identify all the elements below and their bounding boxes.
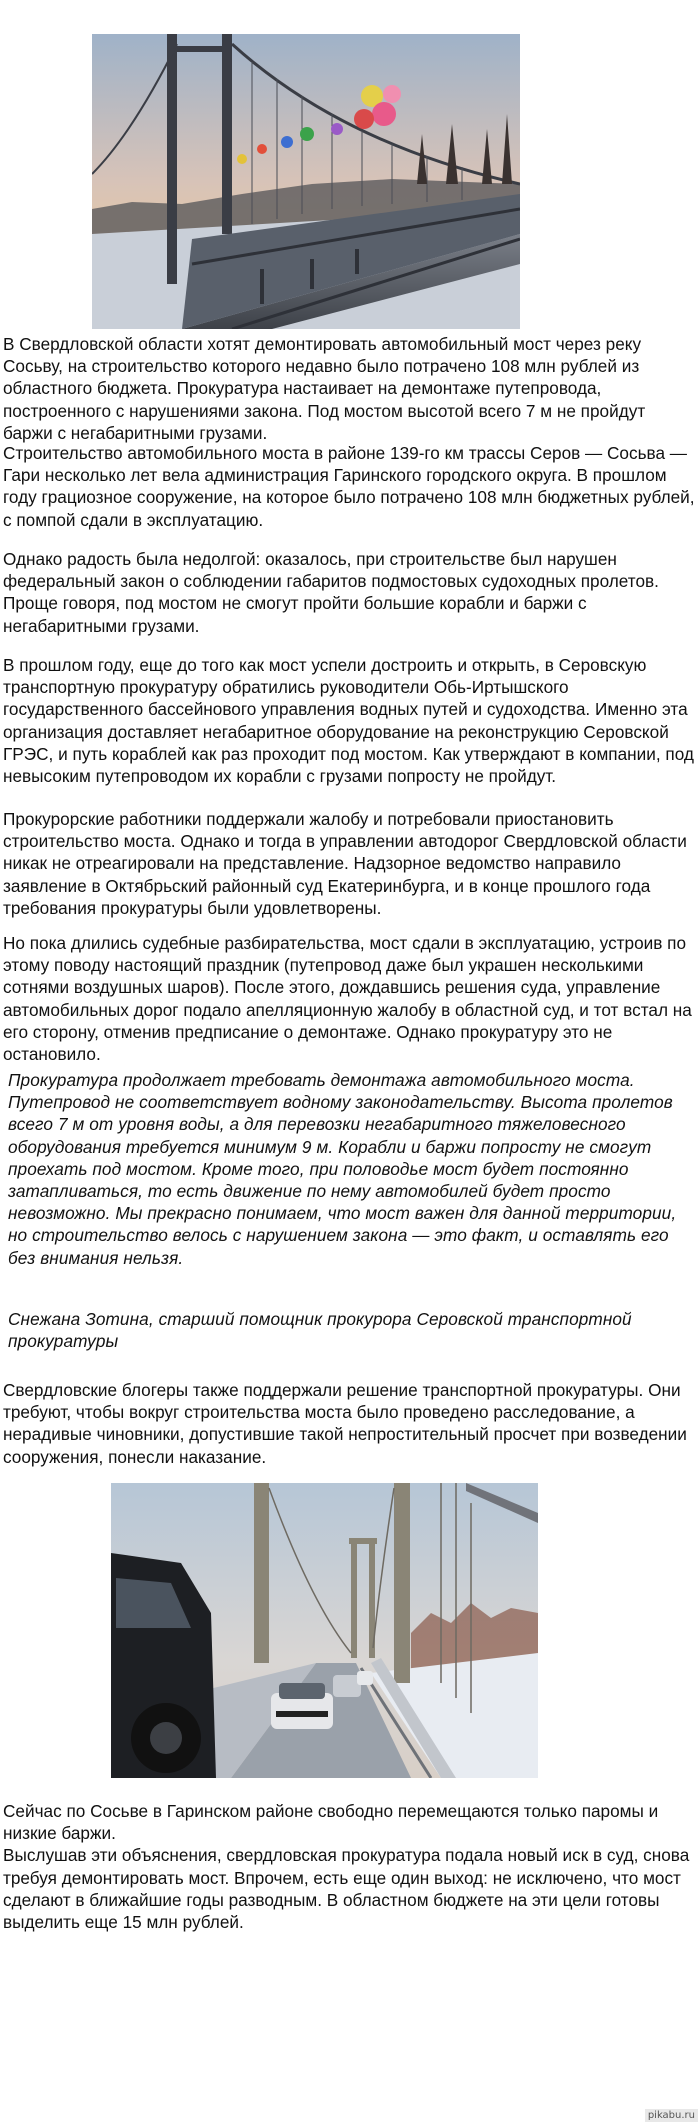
construction-paragraph: Строительство автомобильного моста в районе 139-го км трассы Серов — Сосьва — Гари несколько лет вела администрация Гаринского городского округа. В прошлом году грациозное сооружение, на которое было потрачено 108 млн бюджетных рублей, с помпой сдали в эксплуатацию. [3, 443, 695, 530]
closing-paragraph: Сейчас по Сосьве в Гаринском районе свободно перемещаются только паромы и низкие баржи. Выслушав эти объяснения, свердловская прокуратура подала новый иск в суд, снова требуя демонтировать мост. Впрочем, есть еще один выход: не исключено, что мост сделают в ближайшие годы разводным. В областном бюджете на эти цели готовы выделить еще 15 млн рублей. [3, 1801, 690, 1933]
intro-paragraph: В Свердловской области хотят демонтировать автомобильный мост через реку Сосьву, на строительство которого недавно было потрачено 108 млн рублей из областного бюджета. Прокуратура настаивает на демонтаже путепровода, построенного с нарушениями закона. Под мостом высотой всего 7 м не пройдут баржи с негабаритными грузами. [3, 334, 646, 443]
prosecutors-paragraph: Прокурорские работники поддержали жалобу и потребовали приостановить строительство моста. Однако и тогда в управлении автодорог Свердловской области никак не отреагировали на представление. Надзорное ведомство направило заявление в Октябрьский районный суд Екатеринбурга, и в конце прошлого года требования прокуратуры были удовлетворены. [3, 809, 687, 918]
violation-paragraph: Однако радость была недолгой: оказалось, при строительстве был нарушен федеральный закон о соблюдении габаритов подмостовых судоходных пролетов. Проще говоря, под мостом не смогут пройти большие корабли и баржи с негабаритными грузами. [3, 549, 659, 636]
prosecutor-quote: Прокуратура продолжает требовать демонтажа автомобильного моста. Путепровод не соответствует водному законодательству. Высота пролетов всего 7 м от уровня воды, а для перевозки негабаритного тяжеловесного оборудования требуется минимум 9 м. Корабли и баржи попросту не смогут проехать под мостом. Кроме того, при половодье мост будет постоянно затапливаться, то есть движение по нему автомобилей будет просто невозможно. Мы прекрасно понимаем, что мост важен для данной территории, но строительство велось с нарушением закона — это факт, и оставлять его без внимания нельзя. [8, 1070, 677, 1268]
watermark-label: pikabu.ru [645, 2109, 698, 2122]
bridge-balloons-photo [92, 34, 520, 329]
bridge-cars-photo [111, 1483, 538, 1778]
complaint-paragraph: В прошлом году, еще до того как мост успели достроить и открыть, в Серовскую транспортную прокуратуру обратились руководители Обь-Иртышского государственного бассейнового управления водных путей и судоходства. Именно эта организация доставляет негабаритное оборудование на реконструкцию Серовской ГРЭС, и путь кораблей как раз проходит под мостом. Как утверждают в компании, под невысоким путепроводом их корабли с грузами попросту не пройдут. [3, 655, 694, 787]
court-paragraph: Но пока длились судебные разбирательства, мост сдали в эксплуатацию, устроив по этому поводу настоящий праздник (путепровод даже был украшен несколькими сотнями воздушных шаров). После этого, дождавшись решения суда, управление автомобильных дорог подало апелляционную жалобу в областной суд, и тот встал на его сторону, отменив предписание о демонтаже. Однако прокуратуру это не остановило. [3, 933, 692, 1065]
bloggers-paragraph: Свердловские блогеры также поддержали решение транспортной прокуратуры. Они требуют, чтобы вокруг строительства моста было проведено расследование, а нерадивые чиновники, допустившие такой непростительный просчет при возведении сооружения, понесли наказание. [3, 1380, 687, 1467]
quote-attribution: Снежана Зотина, старший помощник прокурора Серовской транспортной прокуратуры [8, 1309, 632, 1352]
